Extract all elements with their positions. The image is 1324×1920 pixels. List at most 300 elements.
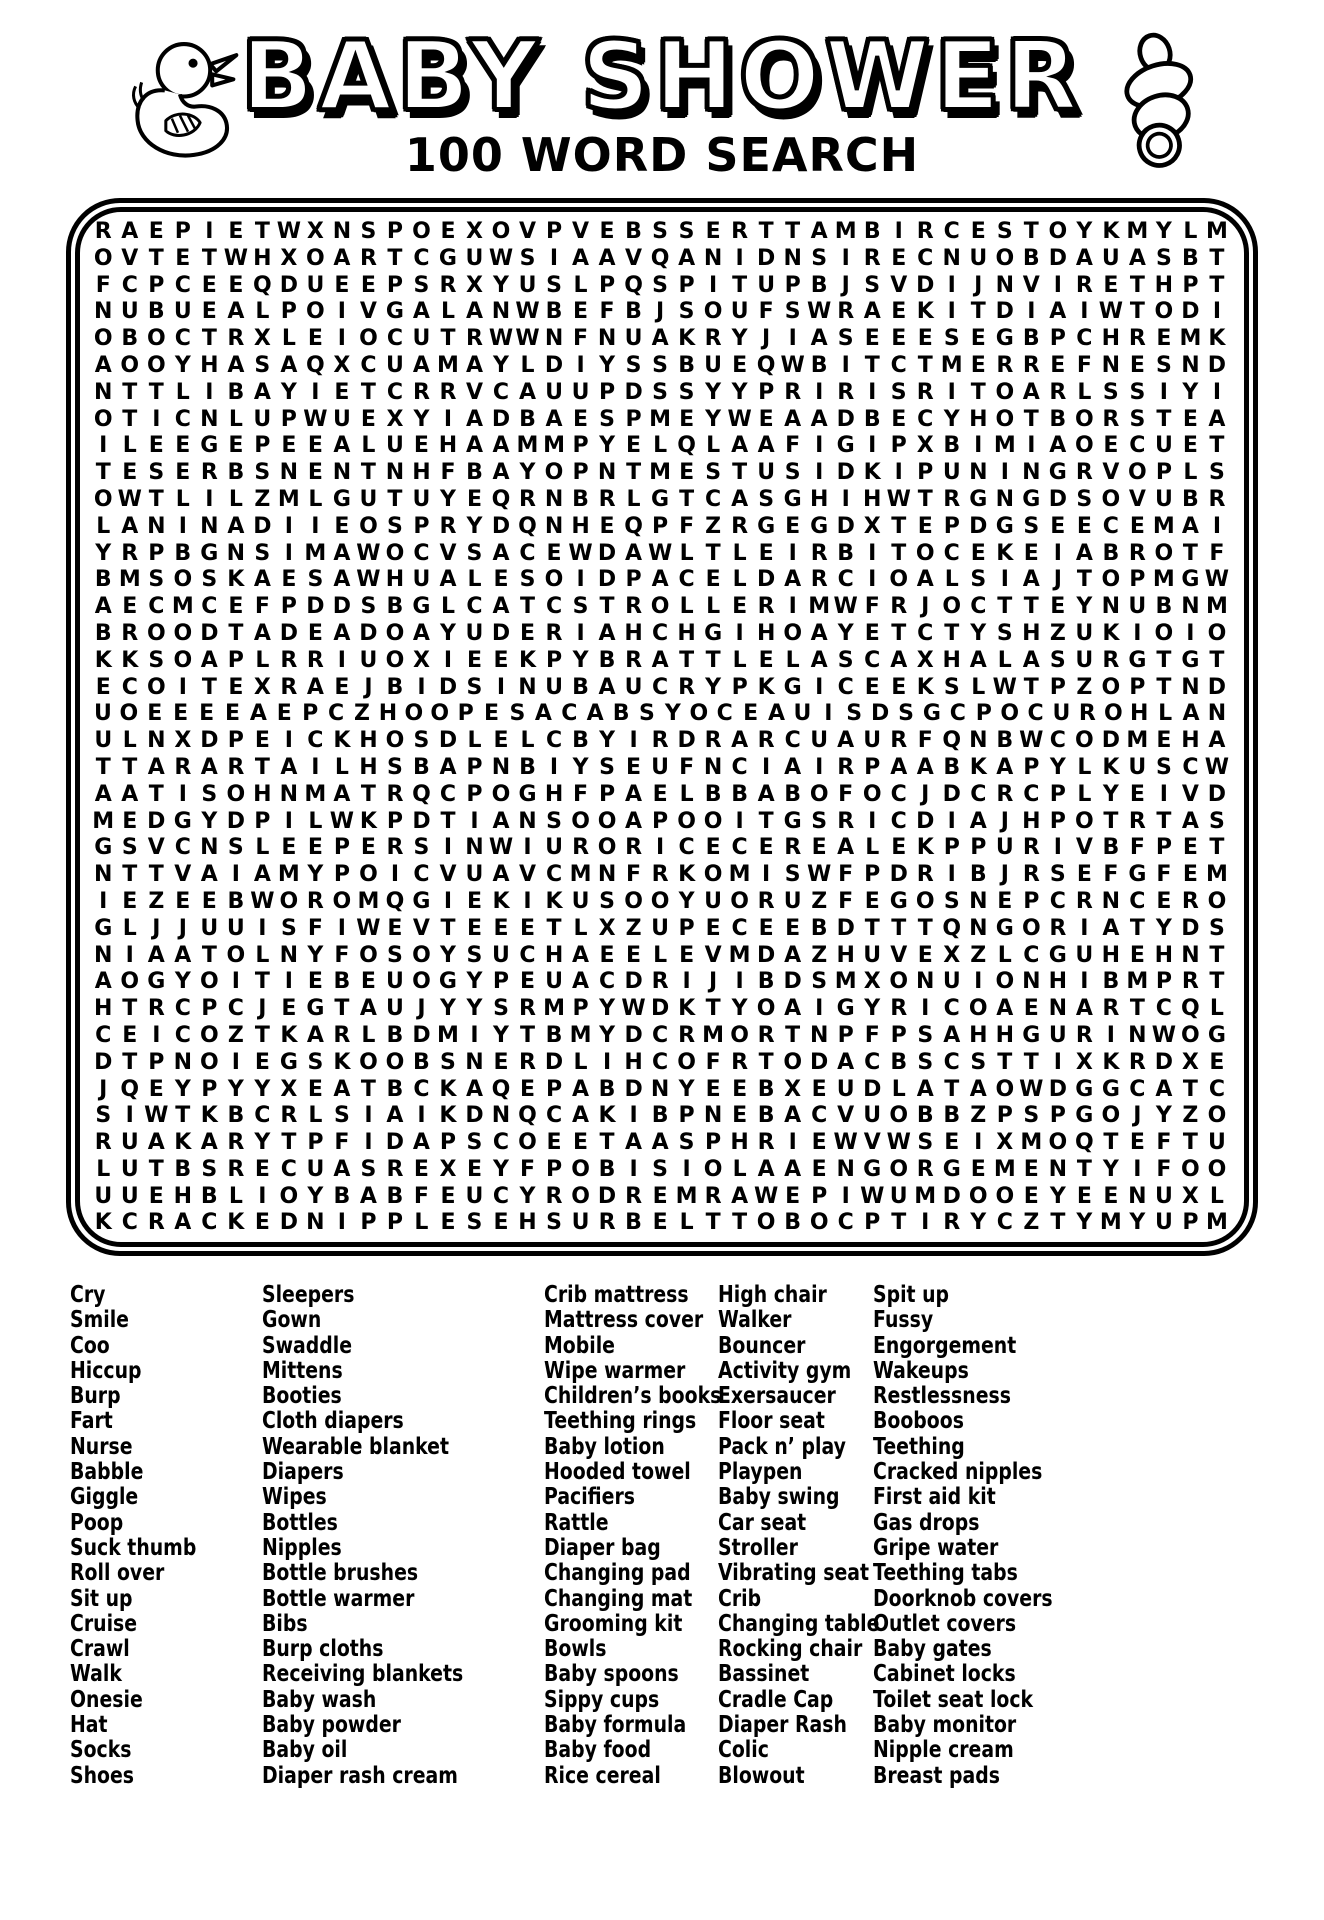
grid-letter: R	[651, 728, 669, 754]
grid-letter: B	[1022, 245, 1040, 271]
word-item: Bottle brushes	[262, 1560, 419, 1587]
grid-letter: E	[679, 406, 695, 432]
grid-letter: I	[178, 513, 187, 539]
grid-letter: Y	[1076, 1210, 1093, 1236]
grid-letter: Y	[493, 1156, 509, 1182]
grid-letter: Z	[227, 1022, 244, 1048]
grid-letter: M	[118, 567, 141, 593]
grid-letter: Q	[412, 781, 431, 807]
grid-letter: X	[863, 513, 881, 539]
grid-letter: Q	[942, 915, 962, 941]
grid-letter: R	[757, 1130, 775, 1156]
grid-letter: N	[969, 888, 988, 914]
grid-letter: I	[99, 433, 108, 459]
grid-letter: G	[995, 513, 1014, 539]
grid-letter: E	[493, 567, 509, 593]
grid-letter: D	[624, 1022, 643, 1048]
grid-letter: T	[758, 808, 774, 834]
grid-letter: T	[122, 996, 138, 1022]
grid-letter: A	[890, 647, 908, 673]
grid-row	[90, 969, 1230, 995]
grid-letter: G	[836, 996, 855, 1022]
grid-letter: U	[571, 888, 590, 914]
grid-letter: B	[1102, 540, 1120, 566]
grid-letter: K	[280, 1022, 298, 1048]
grid-letter: L	[440, 594, 455, 620]
grid-letter: T	[1076, 567, 1092, 593]
grid-letter: R	[757, 728, 775, 754]
grid-letter: P	[598, 379, 616, 405]
grid-letter: U	[94, 728, 113, 754]
grid-letter: O	[93, 245, 113, 271]
grid-letter: T	[360, 1076, 376, 1102]
grid-letter: E	[1050, 513, 1066, 539]
grid-letter: N	[465, 835, 484, 861]
grid-letter: M	[1152, 567, 1175, 593]
grid-letter: R	[359, 245, 377, 271]
grid-letter: M	[1099, 1210, 1122, 1236]
grid-letter: I	[364, 1130, 373, 1156]
grid-letter: B	[386, 1022, 404, 1048]
grid-letter: B	[757, 1076, 775, 1102]
grid-letter: B	[227, 1103, 245, 1129]
grid-letter: T	[705, 996, 721, 1022]
grid-letter: E	[1156, 888, 1172, 914]
grid-row	[90, 326, 1230, 352]
grid-letter: R	[1075, 460, 1093, 486]
grid-letter: E	[1076, 513, 1092, 539]
grid-letter: N	[518, 674, 537, 700]
grid-letter: E	[360, 272, 376, 298]
grid-letter: N	[491, 1103, 511, 1129]
grid-letter: C	[705, 486, 722, 512]
grid-letter: A	[545, 406, 563, 432]
grid-letter: X	[306, 219, 324, 244]
grid-letter: C	[254, 1103, 271, 1129]
grid-letter: W	[1204, 754, 1230, 780]
grid-letter: E	[466, 1156, 482, 1182]
grid-row	[90, 862, 1230, 888]
grid-letter: D	[544, 352, 564, 378]
grid-letter: R	[704, 1183, 722, 1209]
grid-letter: A	[200, 1130, 218, 1156]
grid-letter: A	[1022, 379, 1040, 405]
grid-letter: L	[944, 567, 959, 593]
grid-letter: A	[253, 620, 271, 646]
grid-letter: O	[120, 352, 140, 378]
grid-letter: L	[308, 486, 323, 512]
grid-letter: T	[864, 915, 880, 941]
grid-letter: S	[201, 567, 218, 593]
grid-letter: X	[1181, 1183, 1199, 1209]
grid-letter: T	[201, 674, 217, 700]
grid-letter: P	[466, 781, 483, 807]
grid-letter: I	[815, 754, 824, 780]
grid-letter: R	[519, 996, 536, 1022]
grid-letter: V	[1075, 835, 1093, 861]
grid-letter: L	[732, 540, 747, 566]
grid-letter: S	[466, 674, 483, 700]
grid-letter: I	[1053, 835, 1062, 861]
grid-letter: Y	[280, 379, 297, 405]
grid-letter: T	[440, 915, 456, 941]
grid-letter: U	[412, 567, 431, 593]
grid-letter: I	[1000, 460, 1009, 486]
grid-letter: I	[284, 513, 293, 539]
grid-letter: B	[227, 460, 245, 486]
grid-letter: I	[1159, 781, 1168, 807]
grid-letter: A	[916, 1076, 934, 1102]
grid-letter: T	[679, 647, 695, 673]
grid-letter: K	[678, 326, 696, 352]
grid-letter: N	[809, 1022, 829, 1048]
grid-letter: L	[228, 1183, 243, 1209]
grid-letter: E	[626, 754, 642, 780]
grid-letter: I	[762, 862, 771, 888]
grid-letter: S	[546, 1210, 562, 1236]
grid-letter: D	[650, 996, 670, 1022]
grid-letter: Y	[493, 1022, 509, 1048]
grid-letter: O	[1181, 1022, 1200, 1048]
grid-letter: C	[731, 835, 748, 861]
grid-letter: B	[1182, 486, 1199, 512]
grid-letter: T	[334, 996, 350, 1022]
grid-letter: H	[200, 352, 219, 378]
grid-letter: J	[655, 299, 665, 325]
grid-letter: H	[412, 460, 431, 486]
grid-letter: L	[1183, 460, 1198, 486]
grid-letter: I	[841, 1183, 850, 1209]
grid-letter: E	[307, 1076, 323, 1102]
grid-row	[90, 541, 1230, 567]
grid-letter: C	[201, 1210, 218, 1236]
grid-letter: F	[1156, 1156, 1172, 1182]
grid-letter: A	[227, 352, 245, 378]
grid-letter: Y	[599, 996, 616, 1022]
grid-letter: O	[995, 969, 1015, 995]
grid-letter: E	[891, 299, 907, 325]
grid-letter: I	[125, 942, 134, 968]
grid-letter: Y	[970, 620, 987, 646]
grid-letter: T	[440, 326, 456, 352]
word-item: Baby formula	[544, 1712, 687, 1739]
word-item: Blowout	[718, 1762, 805, 1789]
grid-letter: H	[359, 728, 378, 754]
grid-letter: G	[1075, 1103, 1094, 1129]
grid-letter: O	[385, 540, 405, 566]
grid-letter: E	[466, 915, 482, 941]
grid-row	[90, 916, 1230, 942]
grid-letter: B	[1155, 594, 1173, 620]
grid-letter: E	[1103, 1183, 1119, 1209]
grid-letter: A	[1182, 701, 1200, 727]
grid-letter: W	[515, 299, 540, 325]
grid-letter: E	[201, 272, 217, 298]
grid-letter: S	[307, 567, 324, 593]
grid-letter: I	[629, 1156, 638, 1182]
grid-letter: Y	[519, 1183, 536, 1209]
grid-letter: I	[99, 888, 108, 914]
grid-letter: N	[544, 326, 564, 352]
grid-letter: C	[492, 1183, 510, 1209]
grid-letter: C	[678, 835, 695, 861]
grid-letter: S	[890, 379, 907, 405]
grid-letter: F	[1156, 1130, 1172, 1156]
grid-letter: E	[254, 1156, 270, 1182]
grid-letter: E	[917, 326, 933, 352]
grid-letter: L	[971, 674, 986, 700]
grid-letter: T	[1023, 406, 1039, 432]
grid-letter: N	[1022, 460, 1041, 486]
grid-letter: T	[1209, 647, 1225, 673]
grid-letter: F	[679, 754, 695, 780]
grid-letter: I	[815, 433, 824, 459]
grid-letter: L	[228, 406, 243, 432]
grid-letter: I	[682, 969, 691, 995]
grid-letter: A	[1208, 406, 1226, 432]
grid-letter: S	[784, 460, 801, 486]
grid-letter: I	[231, 862, 240, 888]
grid-letter: Y	[678, 888, 695, 914]
grid-letter: A	[359, 996, 377, 1022]
grid-letter: Y	[439, 486, 456, 512]
grid-letter: H	[809, 486, 829, 512]
grid-letter: I	[417, 674, 426, 700]
grid-letter: U	[359, 647, 378, 673]
grid-letter: P	[943, 835, 960, 861]
grid-letter: U	[1154, 1210, 1173, 1236]
grid-letter: H	[1154, 272, 1174, 298]
grid-letter: E	[785, 915, 801, 941]
grid-letter: R	[837, 379, 855, 405]
grid-letter: B	[598, 647, 616, 673]
grid-letter: Y	[1155, 915, 1172, 941]
grid-letter: C	[519, 942, 536, 968]
grid-letter: I	[1000, 567, 1009, 593]
grid-letter: Z	[354, 701, 370, 727]
grid-letter: O	[703, 808, 723, 834]
grid-letter: W	[356, 915, 381, 941]
grid-letter: T	[122, 862, 138, 888]
grid-letter: A	[731, 433, 749, 459]
grid-letter: I	[496, 674, 506, 700]
grid-letter: U	[863, 728, 882, 754]
grid-letter: T	[1209, 433, 1225, 459]
grid-letter: N	[94, 942, 113, 968]
grid-letter: E	[175, 433, 191, 459]
grid-letter: E	[546, 1130, 562, 1156]
grid-letter: E	[281, 567, 297, 593]
grid-letter: P	[625, 567, 642, 593]
grid-letter: I	[841, 245, 850, 271]
grid-letter: E	[970, 219, 986, 244]
word-item: Bottles	[262, 1509, 338, 1536]
grid-letter: I	[1212, 379, 1221, 405]
grid-letter: P	[572, 460, 589, 486]
word-item: Playpen	[718, 1459, 803, 1486]
grid-letter: E	[360, 969, 376, 995]
grid-letter: Y	[1102, 1156, 1119, 1182]
grid-letter: N	[1101, 594, 1121, 620]
grid-letter: O	[412, 942, 431, 968]
grid-letter: O	[1048, 219, 1068, 244]
grid-letter: A	[439, 754, 457, 780]
word-item: Restlessness	[873, 1383, 1011, 1410]
grid-letter: M	[914, 1183, 937, 1209]
grid-letter: A	[492, 460, 510, 486]
word-item: Teething	[873, 1433, 965, 1460]
grid-letter: E	[705, 219, 721, 244]
grid-letter: L	[653, 942, 668, 968]
grid-letter: L	[573, 1049, 588, 1075]
grid-letter: R	[147, 996, 165, 1022]
grid-letter: R	[545, 620, 563, 646]
grid-letter: O	[677, 1049, 696, 1075]
grid-letter: U	[465, 862, 484, 888]
grid-letter: O	[689, 701, 709, 727]
grid-letter: I	[470, 808, 479, 834]
grid-letter: O	[385, 620, 405, 646]
grid-letter: U	[120, 1130, 139, 1156]
grid-letter: S	[148, 460, 165, 486]
grid-letter: Y	[705, 674, 722, 700]
grid-letter: X	[863, 969, 881, 995]
grid-letter: S	[333, 1103, 350, 1129]
grid-letter: N	[1181, 352, 1200, 378]
grid-letter: N	[544, 486, 564, 512]
grid-letter: N	[836, 1156, 855, 1182]
grid-letter: U	[863, 942, 882, 968]
grid-letter: S	[466, 942, 483, 968]
grid-letter: E	[228, 674, 244, 700]
grid-letter: T	[254, 754, 270, 780]
grid-letter: V	[625, 245, 643, 271]
grid-letter: K	[333, 1049, 351, 1075]
grid-letter: C	[716, 701, 733, 727]
grid-letter: E	[546, 540, 562, 566]
grid-letter: T	[997, 594, 1013, 620]
grid-letter: P	[1129, 674, 1146, 700]
grid-letter: Y	[413, 406, 430, 432]
grid-letter: L	[308, 808, 323, 834]
grid-letter: U	[545, 379, 563, 405]
grid-letter: Y	[970, 1210, 987, 1236]
grid-letter: O	[544, 460, 564, 486]
word-item: Breast pads	[873, 1762, 1000, 1789]
grid-letter: E	[1182, 406, 1198, 432]
grid-letter: P	[1129, 567, 1146, 593]
word-item: Nipples	[262, 1534, 342, 1561]
grid-letter: I	[629, 1103, 638, 1129]
grid-letter: A	[651, 1130, 669, 1156]
grid-letter: E	[493, 647, 509, 673]
grid-letter: E	[705, 835, 721, 861]
grid-letter: M	[543, 996, 565, 1022]
grid-letter: G	[1128, 647, 1147, 673]
grid-letter: M	[437, 352, 459, 378]
grid-letter: E	[466, 888, 482, 914]
grid-letter: A	[1022, 567, 1040, 593]
grid-letter: C	[890, 781, 907, 807]
grid-letter: N	[173, 1049, 193, 1075]
grid-letter: E	[519, 620, 536, 646]
grid-letter: Q	[518, 1103, 537, 1129]
grid-letter: A	[969, 1076, 987, 1102]
grid-letter: I	[735, 808, 744, 834]
grid-letter: I	[788, 540, 797, 566]
grid-letter: C	[996, 1210, 1013, 1236]
grid-letter: S	[678, 379, 695, 405]
word-item: Grooming kit	[544, 1610, 683, 1637]
grid-letter: T	[1076, 1156, 1092, 1182]
grid-letter: S	[864, 272, 881, 298]
grid-letter: S	[1102, 379, 1119, 405]
grid-letter: R	[837, 808, 855, 834]
grid-letter: B	[333, 1183, 351, 1209]
word-item: Giggle	[70, 1484, 139, 1511]
grid-letter: I	[894, 460, 903, 486]
grid-letter: W	[886, 1130, 911, 1156]
grid-letter: L	[281, 326, 296, 352]
grid-letter: S	[639, 701, 655, 727]
grid-letter: S	[546, 272, 562, 298]
grid-letter: D	[916, 272, 935, 298]
grid-letter: T	[732, 460, 748, 486]
grid-letter: U	[571, 379, 590, 405]
grid-letter: M	[304, 540, 327, 566]
grid-letter: I	[337, 1210, 346, 1236]
word-item: Baby gates	[873, 1636, 992, 1663]
grid-letter: O	[915, 540, 935, 566]
word-item: Wipes	[262, 1484, 327, 1511]
grid-letter: G	[995, 915, 1014, 941]
grid-letter: E	[148, 1183, 164, 1209]
grid-letter: E	[493, 1049, 509, 1075]
grid-letter: A	[1022, 647, 1040, 673]
grid-letter: X	[412, 647, 430, 673]
grid-letter: R	[121, 620, 139, 646]
grid-letter: T	[705, 647, 721, 673]
grid-letter: T	[944, 1076, 960, 1102]
grid-letter: D	[306, 594, 325, 620]
grid-letter: U	[94, 1183, 113, 1209]
grid-letter: C	[148, 594, 165, 620]
grid-letter: P	[545, 1076, 563, 1102]
grid-letter: A	[534, 701, 552, 727]
grid-letter: O	[1207, 1103, 1227, 1129]
grid-letter: V	[439, 862, 457, 888]
grid-letter: S	[1155, 245, 1172, 271]
grid-letter: E	[785, 513, 801, 539]
grid-letter: C	[280, 1156, 297, 1182]
grid-letter: C	[174, 835, 191, 861]
grid-letter: F	[917, 728, 933, 754]
pacifier-icon	[1102, 30, 1220, 168]
grid-letter: C	[174, 996, 191, 1022]
grid-letter: C	[917, 245, 934, 271]
grid-letter: I	[974, 1130, 983, 1156]
word-list-column-1	[70, 1283, 196, 1789]
grid-letter: E	[466, 647, 482, 673]
grid-letter: D	[889, 862, 908, 888]
grid-letter: Y	[254, 1130, 271, 1156]
grid-letter: L	[255, 647, 270, 673]
grid-letter: T	[360, 781, 376, 807]
grid-letter: W	[488, 326, 514, 352]
grid-letter: A	[810, 219, 828, 244]
grid-letter: R	[1181, 969, 1199, 995]
grid-letter: Z	[625, 915, 642, 941]
